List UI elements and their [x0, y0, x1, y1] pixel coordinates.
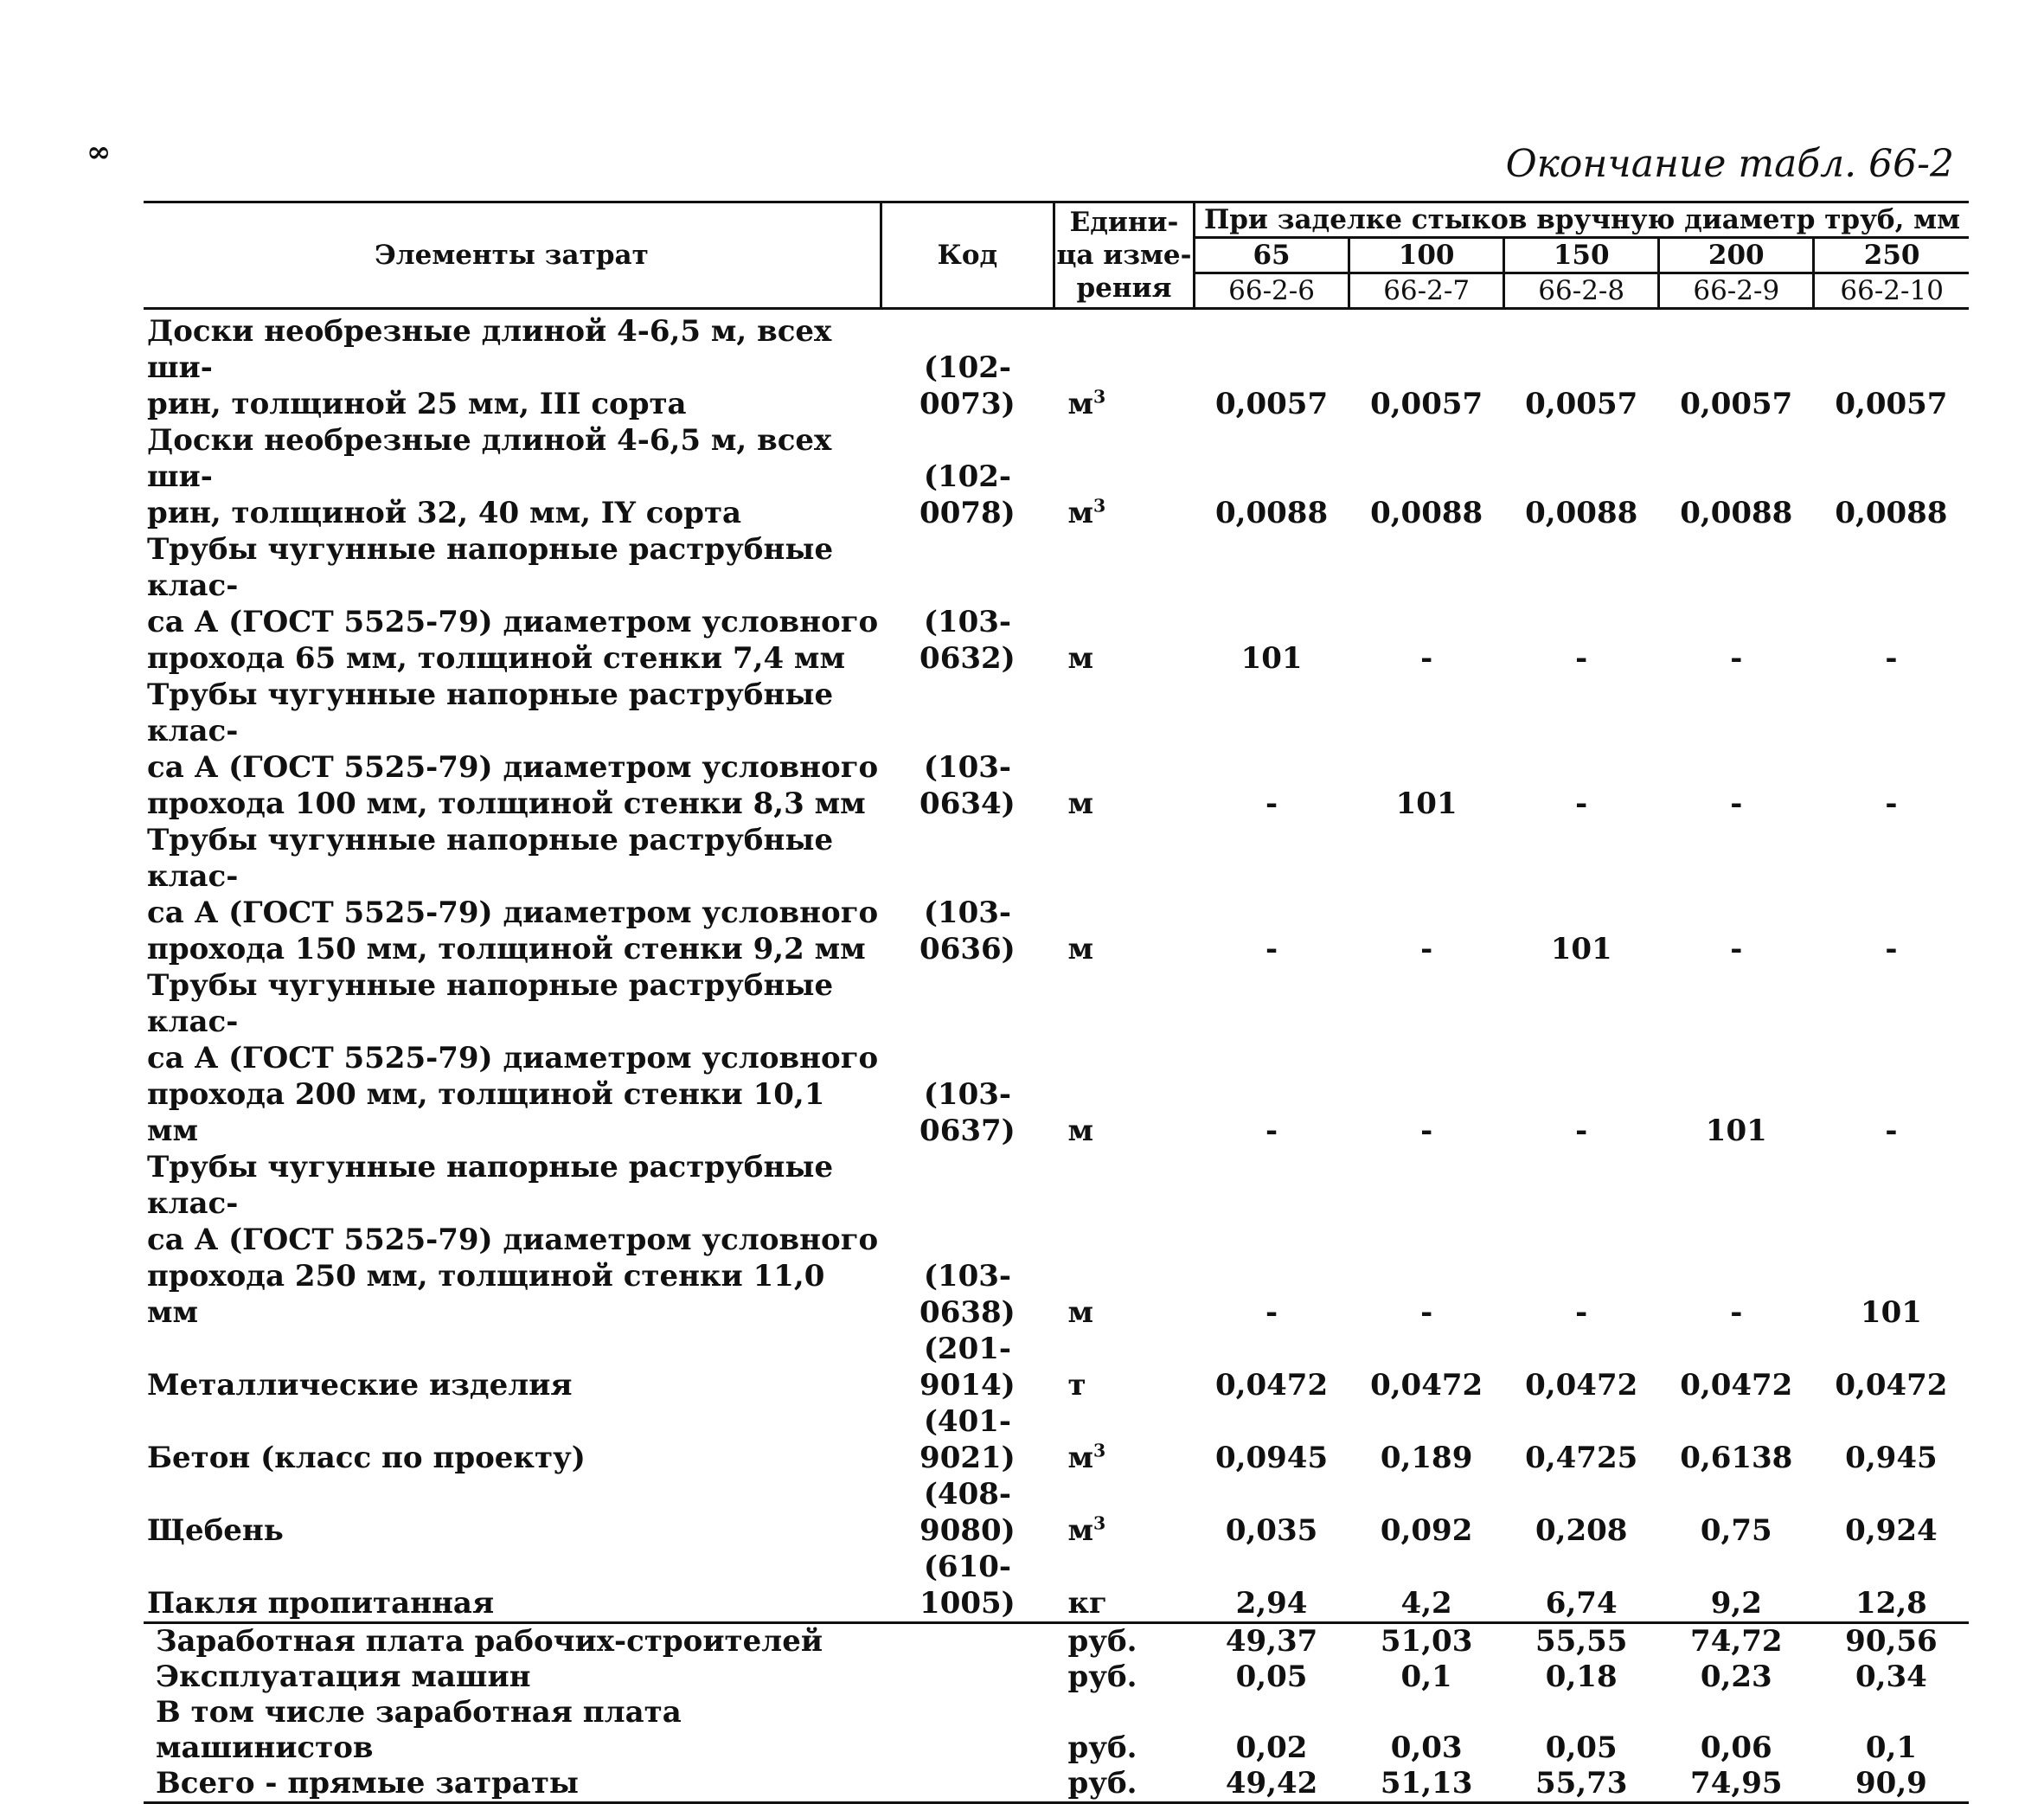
summary-value: 0,06 [1700, 1730, 1772, 1765]
header-norm-code: 66-2-8 [1504, 273, 1659, 309]
row-code: (103-0632) [919, 605, 1016, 676]
row-element-text: Трубы чугунные напорные раструбные клас- са А (ГОСТ 5525-79) диаметром условного прохода 250 мм, толщиной стенки 11,0 мм [147, 1150, 879, 1330]
row-value: 0,035 [1225, 1513, 1318, 1548]
row-value: - [1885, 786, 1898, 821]
row-value: 101 [1240, 641, 1303, 676]
row-unit [1054, 309, 1194, 423]
row-element-text: Пакля пропитанная [147, 1586, 495, 1621]
row-value: 2,94 [1235, 1586, 1308, 1621]
row-value: 0,0088 [1370, 496, 1483, 530]
row-value: 0,0057 [1680, 387, 1793, 421]
table-row [144, 1549, 1969, 1623]
row-unit-text: т [1067, 1368, 1086, 1403]
row-value: 12,8 [1855, 1586, 1927, 1621]
row-code: (610-1005) [919, 1550, 1016, 1621]
row-value: 101 [1705, 1114, 1767, 1148]
row-value: - [1575, 1295, 1588, 1330]
summary-code-empty [881, 1766, 1054, 1803]
header-elements: Элементы затрат [144, 202, 881, 309]
row-value: 0,4725 [1525, 1441, 1638, 1475]
row-value: 101 [1395, 786, 1458, 821]
row-value: 0,0088 [1835, 496, 1948, 530]
summary-value: 51,03 [1349, 1623, 1504, 1660]
summary-unit: руб. [1067, 1730, 1137, 1765]
row-value: 0,0472 [1525, 1368, 1638, 1403]
row-value: - [1575, 1114, 1588, 1148]
row-element-text: Доски необрезные длиной 4-6,5 м, всех ши- рин, толщиной 25 мм, III сорта [147, 314, 832, 421]
row-unit-exponent: 3 [1093, 386, 1106, 408]
table-row [144, 422, 1969, 531]
row-element-name [144, 1331, 881, 1403]
row-value: 6,74 [1545, 1586, 1618, 1621]
row-unit-text: кг [1067, 1586, 1107, 1621]
summary-value: 0,1 [1865, 1730, 1917, 1765]
row-value: 0,189 [1380, 1441, 1473, 1475]
row-value: 0,0088 [1214, 496, 1329, 530]
row-code: (103-0638) [919, 1259, 1016, 1330]
row-unit [1054, 1331, 1194, 1403]
row-value: 0,0472 [1680, 1368, 1793, 1403]
summary-code-empty [881, 1660, 1054, 1695]
row-value: 0,0088 [1525, 496, 1638, 530]
summary-value: 90,56 [1814, 1623, 1969, 1660]
row-code: (103-0634) [919, 750, 1016, 821]
row-unit [1054, 822, 1194, 967]
summary-value: 0,34 [1855, 1660, 1927, 1694]
row-unit [1054, 1476, 1194, 1549]
row-value: - [1265, 932, 1278, 966]
row-value: 0,945 [1845, 1441, 1938, 1475]
table-row [144, 531, 1969, 677]
summary-name: В том числе заработная плата машинистов [156, 1695, 682, 1765]
header-norm-code: 66-2-9 [1659, 273, 1814, 309]
row-element-name [144, 1403, 881, 1476]
table-row [144, 1403, 1969, 1476]
header-norm-code: 66-2-6 [1195, 273, 1349, 309]
summary-code-empty [881, 1695, 1054, 1766]
summary-value: 0,02 [1235, 1730, 1308, 1765]
table-summary [144, 1623, 1969, 1803]
table-header [144, 202, 1969, 309]
summary-value: 0,05 [1235, 1660, 1308, 1694]
row-unit-exponent: 3 [1093, 1440, 1106, 1461]
summary-unit: руб. [1067, 1660, 1137, 1694]
row-value: 0,0057 [1525, 387, 1638, 421]
row-element-name [144, 677, 881, 822]
row-element-name [144, 531, 881, 677]
row-value: - [1730, 786, 1743, 821]
summary-value: 55,55 [1504, 1623, 1659, 1660]
table-row [144, 1331, 1969, 1403]
summary-value: 49,37 [1195, 1623, 1349, 1660]
row-unit-text: м [1067, 1441, 1093, 1475]
row-value: 0,924 [1845, 1513, 1938, 1548]
row-value: - [1885, 1114, 1898, 1148]
summary-name: Эксплуатация машин [156, 1660, 531, 1694]
row-value: 0,0057 [1214, 387, 1329, 421]
table-row [144, 677, 1969, 822]
row-unit-text: м [1067, 1114, 1093, 1148]
row-value: 0,208 [1535, 1513, 1628, 1548]
summary-row [144, 1660, 1969, 1695]
row-value: - [1265, 1114, 1278, 1148]
row-element-text: Трубы чугунные напорные раструбные клас- са А (ГОСТ 5525-79) диаметром условного прохода 100 мм, толщиной стенки 8,3 мм [147, 677, 879, 821]
table-body [144, 309, 1969, 1623]
row-element-name [144, 1149, 881, 1331]
page-mark: ∞ [87, 135, 112, 170]
row-value: - [1575, 641, 1588, 676]
row-value: - [1885, 932, 1898, 966]
summary-value: 74,72 [1659, 1623, 1814, 1660]
row-code: (103-0637) [919, 1077, 1016, 1148]
row-value: - [1575, 786, 1588, 821]
summary-value: 0,1 [1400, 1660, 1452, 1694]
row-value: - [1265, 786, 1278, 821]
row-unit-text: м [1067, 496, 1093, 530]
row-value: 101 [1550, 932, 1612, 966]
row-element-text: Трубы чугунные напорные раструбные клас- са А (ГОСТ 5525-79) диаметром условного прохода 65 мм, толщиной стенки 7,4 мм [147, 532, 879, 676]
row-element-text: Доски необрезные длиной 4-6,5 м, всех ши- рин, толщиной 32, 40 мм, IY сорта [147, 423, 832, 530]
summary-name: Заработная плата рабочих-строителей [144, 1623, 881, 1660]
row-unit-text: м [1067, 1295, 1093, 1330]
header-norm-code: 66-2-10 [1814, 273, 1969, 309]
row-code: (103-0636) [919, 896, 1016, 966]
table-row [144, 967, 1969, 1149]
row-code: (102-0073) [919, 350, 1016, 421]
row-element-name [144, 967, 881, 1149]
row-value: 0,75 [1700, 1513, 1772, 1548]
summary-value: 0,05 [1545, 1730, 1618, 1765]
row-value: - [1420, 1295, 1433, 1330]
row-unit [1054, 677, 1194, 822]
row-unit [1054, 531, 1194, 677]
row-value: 0,0088 [1680, 496, 1793, 530]
row-element-text: Щебень [147, 1513, 284, 1548]
row-value: 0,6138 [1680, 1441, 1793, 1475]
row-value: 0,0472 [1835, 1368, 1948, 1403]
row-unit-text: м [1067, 387, 1093, 421]
row-unit [1054, 1403, 1194, 1476]
row-code: (201-9014) [919, 1332, 1016, 1403]
summary-value: 74,95 [1659, 1766, 1814, 1803]
header-code: Код [881, 202, 1054, 309]
row-unit [1054, 422, 1194, 531]
row-value: 0,0057 [1370, 387, 1483, 421]
row-value: 0,092 [1380, 1513, 1473, 1548]
row-value: - [1730, 932, 1743, 966]
summary-value: 55,73 [1504, 1766, 1659, 1803]
row-unit [1054, 1549, 1194, 1623]
summary-code-empty [881, 1623, 1054, 1660]
row-unit-exponent: 3 [1093, 1512, 1106, 1534]
row-code: (401-9021) [919, 1404, 1016, 1475]
row-element-name [144, 1476, 881, 1549]
summary-row [144, 1766, 1969, 1803]
header-norm-code: 66-2-7 [1349, 273, 1504, 309]
row-value: 0,0057 [1835, 387, 1948, 421]
table-row [144, 822, 1969, 967]
table-row [144, 1476, 1969, 1549]
row-unit-exponent: 3 [1093, 495, 1106, 517]
header-diameter: 200 [1659, 238, 1814, 273]
row-element-text: Трубы чугунные напорные раструбные клас- са А (ГОСТ 5525-79) диаметром условного прохода 150 мм, толщиной стенки 9,2 мм [147, 823, 879, 966]
summary-value: 0,23 [1700, 1660, 1772, 1694]
header-unit: Едини- ца изме- рения [1054, 202, 1194, 309]
row-value: - [1265, 1295, 1278, 1330]
summary-value: 51,13 [1349, 1766, 1504, 1803]
row-unit-text: м [1067, 641, 1093, 676]
row-value: - [1420, 932, 1433, 966]
header-diameter-group: При заделке стыков вручную диаметр труб, мм [1195, 202, 1969, 238]
row-element-text: Бетон (класс по проекту) [147, 1441, 586, 1475]
summary-unit: руб. [1054, 1623, 1194, 1660]
row-value: - [1420, 641, 1433, 676]
row-unit [1054, 967, 1194, 1149]
row-code: (408-9080) [919, 1477, 1016, 1548]
header-diameter: 250 [1814, 238, 1969, 273]
row-unit-text: м [1067, 932, 1093, 966]
row-value: - [1420, 1114, 1433, 1148]
summary-value: 90,9 [1814, 1766, 1969, 1803]
row-unit [1054, 1149, 1194, 1331]
row-element-text: Трубы чугунные напорные раструбные клас- са А (ГОСТ 5525-79) диаметром условного прохода 200 мм, толщиной стенки 10,1 мм [147, 968, 879, 1148]
row-value: 101 [1860, 1295, 1922, 1330]
summary-name: Всего - прямые затраты [144, 1766, 881, 1803]
row-element-name [144, 309, 881, 423]
row-value: 0,0472 [1214, 1368, 1329, 1403]
row-code: (102-0078) [919, 459, 1016, 530]
summary-unit: руб. [1054, 1766, 1194, 1803]
row-value: 0,0945 [1214, 1441, 1329, 1475]
row-element-text: Металлические изделия [147, 1368, 573, 1403]
row-value: 4,2 [1400, 1586, 1452, 1621]
table-row [144, 1149, 1969, 1331]
row-value: - [1730, 1295, 1743, 1330]
row-value: - [1885, 641, 1898, 676]
row-value: 9,2 [1710, 1586, 1762, 1621]
row-unit-text: м [1067, 786, 1093, 821]
row-value: - [1730, 641, 1743, 676]
table-row [144, 309, 1969, 423]
row-value: 0,0472 [1370, 1368, 1483, 1403]
row-element-name [144, 422, 881, 531]
summary-row [144, 1623, 1969, 1660]
table-caption: Окончание табл. 66-2 [1505, 142, 1954, 186]
row-element-name [144, 822, 881, 967]
header-diameter: 100 [1349, 238, 1504, 273]
summary-value: 49,42 [1195, 1766, 1349, 1803]
summary-value: 0,03 [1390, 1730, 1463, 1765]
row-unit-text: м [1067, 1513, 1093, 1548]
cost-table [144, 201, 1969, 1804]
header-diameter: 65 [1195, 238, 1349, 273]
summary-row [144, 1695, 1969, 1766]
row-element-name [144, 1549, 881, 1623]
summary-value: 0,18 [1545, 1660, 1618, 1694]
header-diameter: 150 [1504, 238, 1659, 273]
